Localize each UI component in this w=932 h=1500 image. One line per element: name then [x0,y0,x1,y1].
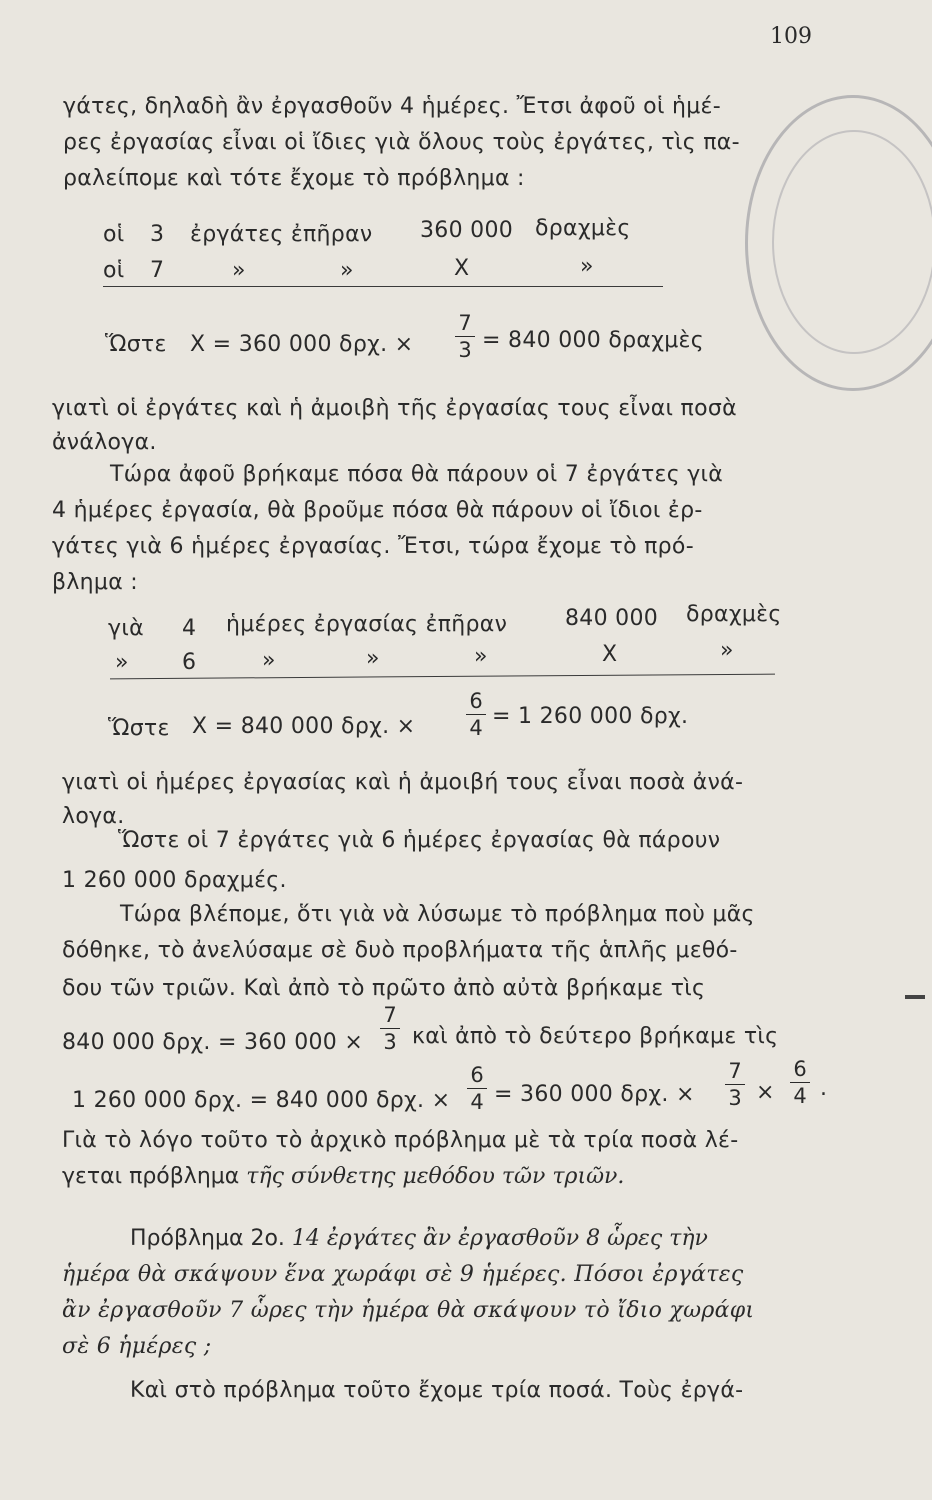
text-line: Καὶ στὸ πρόβλημα τοῦτο ἔχομε τρία ποσά. Τοὺς ἐργά- [130,1378,744,1403]
cell: » [340,258,354,283]
problem-text: 14 ἐργάτες ἂν ἐργασθοῦν 8 ὧρες τὴν [291,1226,708,1251]
cell: X [454,256,470,281]
cell: οἱ [103,222,125,247]
problem-label: Πρόβλημα 2ο. [130,1226,285,1251]
text-line: ραλείπομε καὶ τότε ἔχομε τὸ πρόβλημα : [63,166,525,191]
text-line: ρες ἐργασίας εἶναι οἱ ἴδιες γιὰ ὅλους τοὺς ἐργάτες, τὶς πα- [63,130,740,155]
table-rule [110,674,775,680]
denominator: 3 [728,1086,742,1110]
cell: 6 [182,650,197,675]
numerator: 7 [383,1003,397,1027]
eq-prefix: Ὥστε [105,332,167,357]
cell: 360 000 [420,218,514,243]
cell: ἡμέρες ἐργασίας ἐπῆραν [226,612,508,637]
text-line: γάτες, δηλαδὴ ἂν ἐργασθοῦν 4 ἡμέρες. Ἔτσι ἀφοῦ οἱ ἡμέ- [63,94,721,119]
formula-mid: = 360 000 δρχ. × [494,1082,695,1107]
denominator: 3 [458,338,472,362]
text-line: λογα. [62,804,125,829]
cell: » [474,644,488,669]
fraction [466,690,486,739]
cell: οἱ [103,258,125,283]
table-rule [103,286,663,287]
problem-statement-line [130,1226,708,1251]
numerator: 7 [728,1059,742,1083]
text-italic: τῆς σύνθετης μεθόδου τῶν τριῶν. [246,1164,625,1189]
text-line: Ὥστε οἱ 7 ἐργάτες γιὰ 6 ἡμέρες ἐργασίας θὰ πάρουν [118,828,721,853]
eq-suffix: = 840 000 δραχμὲς [482,328,704,353]
text-line: δου τῶν τριῶν. Καὶ ἀπὸ τὸ πρῶτο ἀπὸ αὐτὰ βρήκαμε τὶς [62,976,706,1001]
eq-suffix: = 1 260 000 δρχ. [492,704,689,729]
denominator: 4 [470,1090,484,1114]
eq-prefix: Ὥστε [108,716,170,741]
numerator: 6 [470,1063,484,1087]
cell: δραχμὲς [535,216,631,241]
cell: 7 [150,258,165,283]
cell: 3 [150,222,165,247]
text-line: ἀνάλογα. [52,430,157,455]
text-line: γιατὶ οἱ ἡμέρες ἐργασίας καὶ ἡ ἀμοιβή τους εἶναι ποσὰ ἀνά- [62,770,744,795]
denominator: 4 [793,1084,807,1108]
cell: δραχμὲς [686,602,782,627]
text-line [62,1164,624,1189]
text-line: Τώρα ἀφοῦ βρήκαμε πόσα θὰ πάρουν οἱ 7 ἐργάτες γιὰ [110,462,724,487]
fraction [467,1064,487,1113]
formula-left: 840 000 δρχ. = 360 000 × [62,1030,364,1055]
cell: » [580,254,594,279]
cell: 840 000 [565,606,659,631]
text-line: 1 260 000 δραχμές. [62,868,287,893]
denominator: 3 [383,1030,397,1054]
text-line: δόθηκε, τὸ ἀνελύσαμε σὲ δυὸ προβλήματα τῆς ἁπλῆς μεθό- [62,938,738,963]
text-line: βλημα : [52,570,139,595]
fraction [725,1060,745,1109]
margin-mark [905,995,925,999]
numerator: 7 [458,311,472,335]
text-line: Τώρα βλέπομε, ὅτι γιὰ νὰ λύσωμε τὸ πρόβλημα ποὺ μᾶς [120,902,755,927]
cell: 4 [182,616,197,641]
cell: » [262,648,276,673]
text-line: 4 ἡμέρες ἐργασία, θὰ βροῦμε πόσα θὰ πάρουν οἱ ἴδιοι ἐρ- [52,498,703,523]
eq-expr: X = 360 000 δρχ. × [190,332,414,357]
cell: X [602,642,618,667]
denominator: 4 [469,716,483,740]
numerator: 6 [469,689,483,713]
cell: » [720,638,734,663]
page-number: 109 [770,24,812,49]
problem-text: ἡμέρα θὰ σκάψουν ἕνα χωράφι σὲ 9 ἡμέρες. Πόσοι ἐργάτες [62,1262,744,1287]
problem-text: ἂν ἐργασθοῦν 7 ὧρες τὴν ἡμέρα θὰ σκάψουν τὸ ἴδιο χωράφι [62,1298,755,1323]
fraction [790,1058,810,1107]
cell: » [366,646,380,671]
cell: ἐργάτες ἐπῆραν [190,222,373,247]
text-line: γάτες γιὰ 6 ἡμέρες ἐργασίας. Ἔτσι, τώρα ἔχομε τὸ πρό- [52,534,694,559]
cell: γιὰ [108,616,144,641]
cell: » [232,258,246,283]
fraction [455,312,475,361]
formula-left: 1 260 000 δρχ. = 840 000 δρχ. × [72,1088,451,1113]
times-sign: × [756,1080,775,1105]
numerator: 6 [793,1057,807,1081]
library-stamp-inner-ring [772,130,932,354]
formula-end: . [820,1076,828,1101]
problem-text: σὲ 6 ἡμέρες ; [62,1334,212,1359]
fraction [380,1004,400,1053]
cell: » [115,650,129,675]
text-line: γιατὶ οἱ ἐργάτες καὶ ἡ ἀμοιβὴ τῆς ἐργασίας τους εἶναι ποσὰ [52,396,737,421]
text-plain: γεται πρόβλημα [62,1164,240,1189]
text-line: Γιὰ τὸ λόγο τοῦτο τὸ ἀρχικὸ πρόβλημα μὲ τὰ τρία ποσὰ λέ- [62,1128,739,1153]
formula-right: καὶ ἀπὸ τὸ δεύτερο βρήκαμε τὶς [412,1024,779,1049]
eq-expr: X = 840 000 δρχ. × [192,714,416,739]
